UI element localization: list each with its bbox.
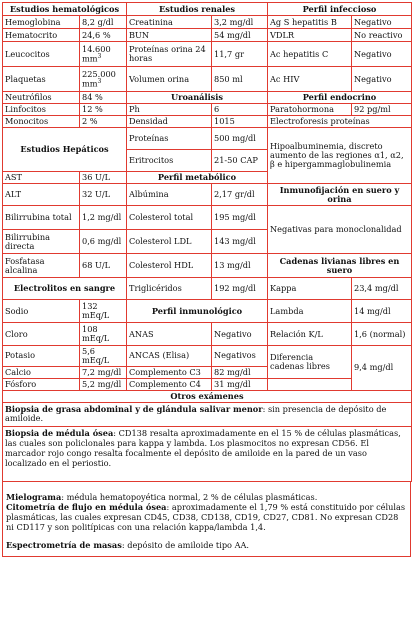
header-otros: Otros exámenes [3,390,412,402]
hema-value-text: 225.000 mm [82,68,116,89]
hepa-value: 32 U/L [80,184,127,206]
infec-label: VDLR [268,29,352,42]
additional-studies-box [2,482,411,557]
renal-label: Volumen orina [127,67,212,92]
biopsia-medula-title: Biopsia de médula ósea [5,427,114,438]
cadenas-value: 23,4 mg/dl [352,278,412,300]
inmuno-label: ANAS [127,323,212,346]
header-cadenas: Cadenas livianas libres en suero [268,254,412,278]
hema-value-sup: 3 [97,52,102,60]
mielograma [6,492,407,502]
citometria-title: Citometría de flujo en médula ósea [6,501,167,512]
espectrometria-text: : depósito de amiloide tipo AA. [121,539,250,550]
inmuno-value: Negativo [212,323,268,346]
hema-label: Hemoglobina [3,16,80,29]
inmuno-label: Complemento C4 [127,378,212,390]
hepa-label: AST [3,172,80,184]
electro-value: 108 mEq/L [80,323,127,346]
infec-label: Ac hepatitis C [268,42,352,67]
header-electrolitos: Electrolitos en sangre [3,278,127,300]
electro-label: Potasio [3,346,80,367]
electroforesis-result: Hipoalbuminemia, discreto aumento de las regiones α1, α2, β e hipergammaglobulinemia [268,128,412,184]
hema-value: 84 % [80,92,127,104]
hema-value: 24,6 % [80,29,127,42]
uro-value: 1015 [212,116,268,128]
hepa-label: Bilirrubina directa [3,230,80,254]
electro-value: 5,2 mg/dl [80,378,127,390]
renal-label: BUN [127,29,212,42]
header-renales: Estudios renales [127,3,268,16]
inmuno-value: Negativos [212,346,268,367]
hepa-label: Fosfatasa alcalina [3,254,80,278]
cadenas-value: 14 mg/dl [352,300,412,323]
hema-label: Hematocrito [3,29,80,42]
hema-label: Leucocitos [3,42,80,67]
hema-value [80,42,127,67]
lab-results-table [2,2,412,482]
biopsia-grasa-text: : sin presencia de depósito de amiloide. [5,404,387,424]
meta-label: Colesterol LDL [127,230,212,254]
infec-value: No reactivo [352,29,412,42]
hepa-value: 1,2 mg/dl [80,206,127,230]
espectrometria [6,540,407,550]
renal-label: Creatinina [127,16,212,29]
mielograma-title: Mielograma [6,491,62,502]
meta-label: Colesterol HDL [127,254,212,278]
citometria-text: : aproximadamente el 1,79 % está constituido por células plasmáticas, las cuales expresan CD45, CD38, CD138, CD19, CD27, CD81. No expresan CD28 ni CD117 y son politípicas con una relación kappa/lambda 1,4. [6,501,406,532]
hema-label: Linfocitos [3,104,80,116]
cadenas-label: Kappa [268,278,352,300]
hema-label: Plaquetas [3,67,80,92]
cadenas-value: 1,6 (normal) [352,323,412,346]
cadenas-label: Diferencia cadenas libres [268,346,352,379]
citometria [6,502,407,532]
hema-label: Neutrófilos [3,92,80,104]
meta-value: 143 mg/dl [212,230,268,254]
electro-value: 132 mEq/L [80,300,127,323]
hema-value-sup: 3 [97,77,102,85]
uro-value: 6 [212,104,268,116]
hema-value: 12 % [80,104,127,116]
uro-value: 500 mg/dl [212,128,268,150]
electro-value: 5,6 mEq/L [80,346,127,367]
meta-value: 192 mg/dl [212,278,268,300]
biopsia-grasa-title: Biopsia de grasa abdominal y de glándula salivar menor [5,404,263,415]
infec-value: Negativo [352,42,412,67]
inmuno-value: 82 mg/dl [212,366,268,378]
renal-label: Proteínas orina 24 horas [127,42,212,67]
mielograma-text: : médula hematopoyética normal, 2 % de células plasmáticas. [61,491,318,502]
electro-value: 7,2 mg/dl [80,366,127,378]
infec-label: Ac HIV [268,67,352,92]
header-metabolico: Perfil metabólico [127,172,268,184]
spacer [6,550,407,554]
header-endocrino: Perfil endocrino [268,92,412,104]
header-hepaticos: Estudios Hepáticos [3,128,127,172]
hema-value-text: 14.600 mm [82,43,111,64]
uro-label: Proteínas [127,128,212,150]
electro-label: Calcio [3,366,80,378]
biopsia-medula-text: : CD138 resalta aproximadamente en el 15 % de células plasmáticas, las cuales son policlonales para kappa y lambda. Los plasmocitos no expresan CD56. El marcador rojo congo resalta focalmente el depósito de amiloide en la pared de un vaso localizado en el periostio. [5,427,401,469]
hema-value: 8,2 g/dl [80,16,127,29]
header-inmunologico: Perfil inmunológico [127,300,268,323]
renal-value: 850 ml [212,67,268,92]
spacer [6,484,407,492]
biopsia-grasa [3,402,412,426]
electro-label: Fósforo [3,378,80,390]
header-infeccioso: Perfil infeccioso [268,3,412,16]
uro-label: Ph [127,104,212,116]
cadenas-label: Relación K/L [268,323,352,346]
cadenas-label: Lambda [268,300,352,323]
inmunofijacion-result: Negativas para monoclonalidad [268,206,412,254]
infec-label: Ag S hepatitis B [268,16,352,29]
header-uroanalisis: Uroanálisis [127,92,268,104]
hema-value: 2 % [80,116,127,128]
hema-value [80,67,127,92]
pth-label: Paratohormona [268,104,352,116]
hema-label: Monocitos [3,116,80,128]
electro-label: Cloro [3,323,80,346]
renal-value: 11,7 gr [212,42,268,67]
hepa-label: Bilirrubina total [3,206,80,230]
renal-value: 3,2 mg/dl [212,16,268,29]
meta-value: 13 mg/dl [212,254,268,278]
inmuno-label: ANCAS (Elisa) [127,346,212,367]
biopsia-medula [3,426,412,481]
meta-value: 2,17 gr/dl [212,184,268,206]
electroforesis-label: Electroforesis proteínas [268,116,412,128]
inmuno-label: Complemento C3 [127,366,212,378]
uro-value: 21-50 CAP [212,150,268,172]
hepa-value: 0,6 mg/dl [80,230,127,254]
hepa-value: 68 U/L [80,254,127,278]
uro-label: Densidad [127,116,212,128]
hepa-label: ALT [3,184,80,206]
cadenas-value: 9,4 mg/dl [352,346,412,391]
empty-cell [268,378,352,390]
meta-value: 195 mg/dl [212,206,268,230]
meta-label: Albúmina [127,184,212,206]
header-inmunofijacion: Inmunofijación en suero y orina [268,184,412,206]
spacer [6,532,407,540]
lab-results-sheet [2,2,411,557]
hepa-value: 36 U/L [80,172,127,184]
header-hematologicos: Estudios hematológicos [3,3,127,16]
inmuno-value: 31 mg/dl [212,378,268,390]
infec-value: Negativo [352,67,412,92]
meta-label: Triglicéridos [127,278,212,300]
uro-label: Eritrocitos [127,150,212,172]
meta-label: Colesterol total [127,206,212,230]
electro-label: Sodio [3,300,80,323]
infec-value: Negativo [352,16,412,29]
espectrometria-title: Espectrometría de masas [6,539,122,550]
renal-value: 54 mg/dl [212,29,268,42]
pth-value: 92 pg/ml [352,104,412,116]
